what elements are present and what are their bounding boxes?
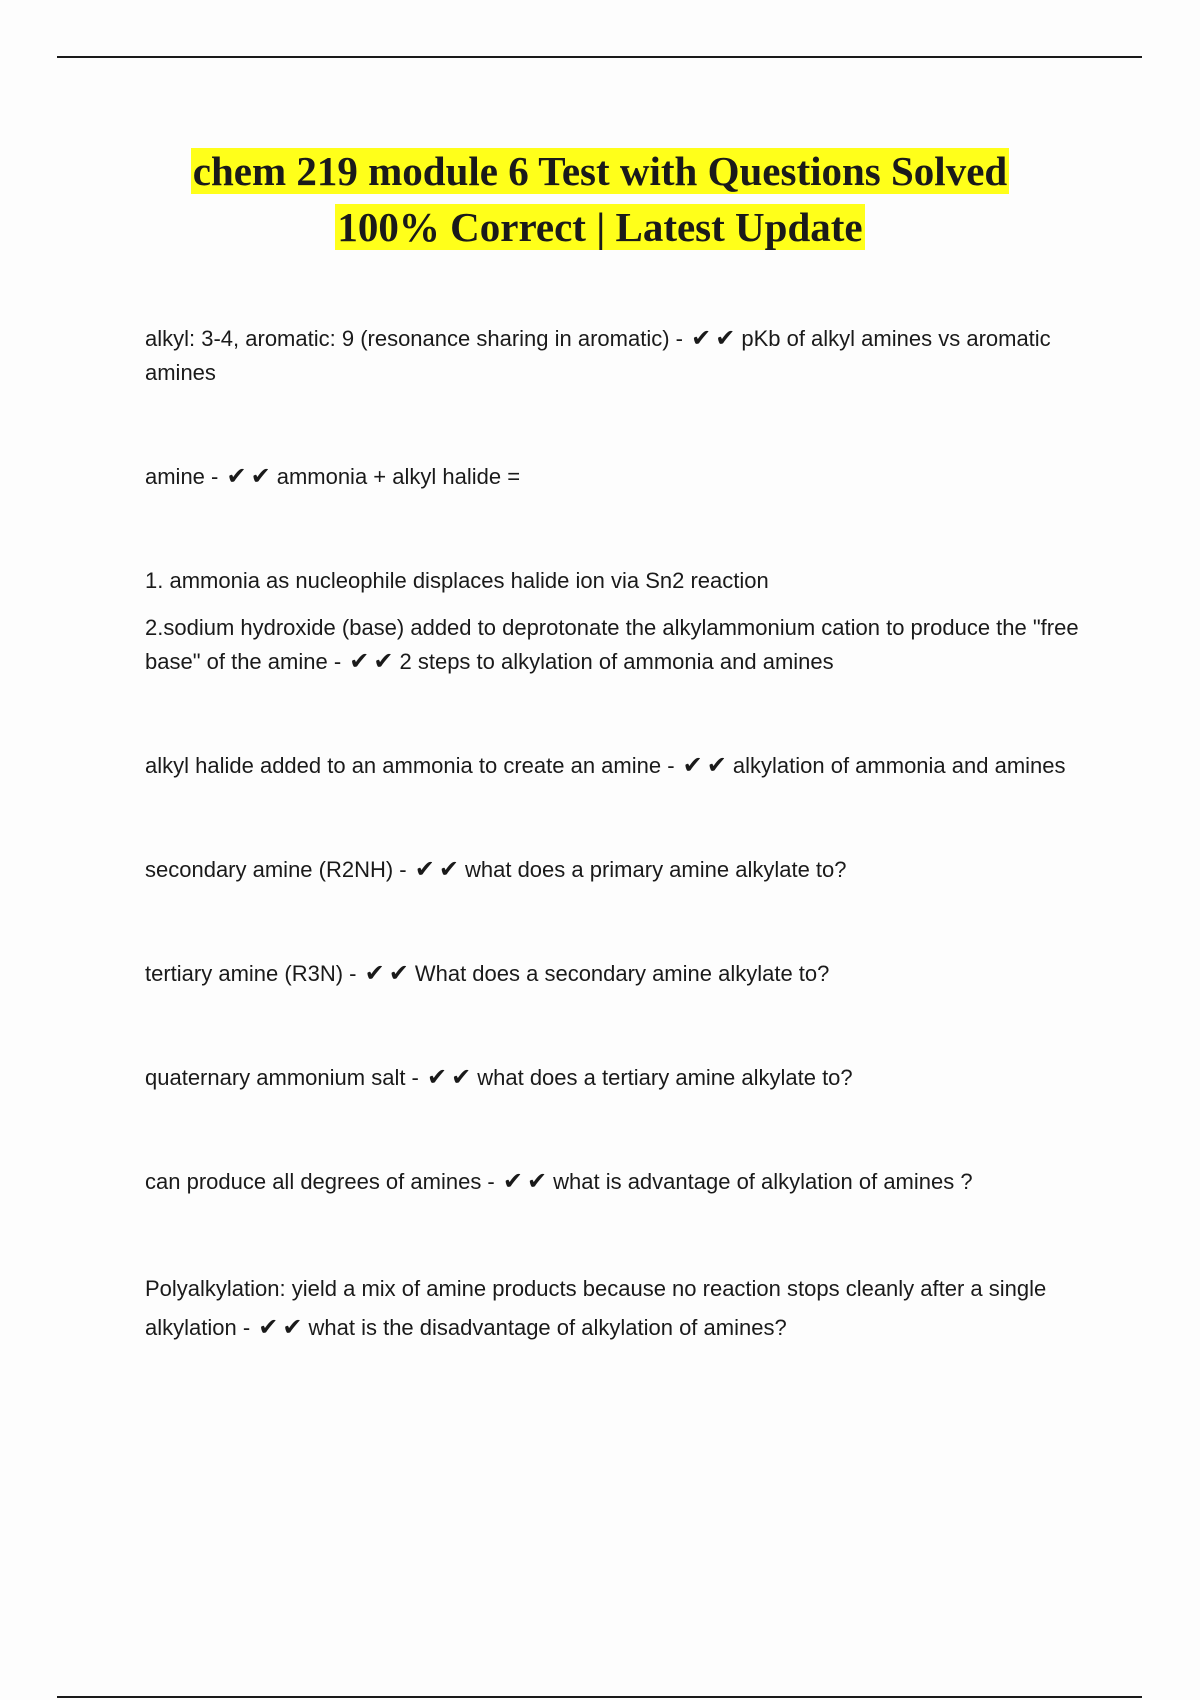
flashcard-7 (145, 1061, 1095, 1095)
card-question: what does a primary amine alkylate to? (464, 857, 847, 882)
double-check-icon: ✔✔ (349, 648, 398, 675)
flashcard-2 (145, 460, 1095, 494)
double-check-icon: ✔✔ (502, 1168, 552, 1195)
card-question: pKb of alkyl amines vs aromatic amines (145, 326, 1051, 385)
card-answer-line-1: 1. ammonia as nucleophile displaces halide ion via Sn2 reaction (145, 568, 769, 593)
flashcard-9 (145, 1269, 1095, 1347)
flashcard-6 (145, 957, 1095, 991)
card-question: 2 steps to alkylation of ammonia and amines (399, 649, 834, 674)
card-question: What does a secondary amine alkylate to? (414, 961, 830, 986)
double-check-icon: ✔✔ (427, 1064, 476, 1091)
document-title (0, 143, 1200, 255)
double-check-icon: ✔✔ (414, 856, 463, 883)
double-check-icon: ✔✔ (691, 325, 740, 352)
double-check-icon: ✔✔ (364, 960, 413, 987)
flashcard-3 (145, 564, 1095, 679)
card-answer: amine - (145, 464, 219, 489)
card-answer: Polyalkylation: yield a mix of amine products because no reaction stops cleanly after a single alkylation - (145, 1276, 1047, 1340)
card-question: what does a tertiary amine alkylate to? (477, 1065, 853, 1090)
card-answer: alkyl halide added to an ammonia to create an amine - (145, 753, 675, 778)
top-rule (57, 56, 1142, 58)
double-check-icon: ✔✔ (226, 463, 275, 490)
double-check-icon: ✔✔ (682, 752, 731, 779)
flashcard-5 (145, 853, 1095, 887)
card-answer: quaternary ammonium salt - (145, 1065, 419, 1090)
card-question: what is advantage of alkylation of amines ? (553, 1169, 973, 1194)
card-answer: can produce all degrees of amines - (145, 1169, 495, 1194)
bottom-rule (57, 1696, 1142, 1698)
double-check-icon: ✔✔ (258, 1314, 307, 1341)
flashcard-4 (145, 749, 1095, 783)
card-answer: tertiary amine (R3N) - (145, 961, 357, 986)
card-answer: secondary amine (R2NH) - (145, 857, 407, 882)
card-question: what is the disadvantage of alkylation of amines? (308, 1315, 787, 1340)
card-answer-line-2 (145, 611, 1095, 679)
flashcard-1 (145, 322, 1095, 390)
card-answer: 2.sodium hydroxide (base) added to deprotonate the alkylammonium cation to produce the "free base" of the amine - (145, 615, 1079, 674)
card-question: alkylation of ammonia and amines (732, 753, 1066, 778)
card-answer: alkyl: 3-4, aromatic: 9 (resonance sharing in aromatic) - (145, 326, 683, 351)
title-line-2: 100% Correct | Latest Update (337, 204, 863, 250)
flashcard-list (145, 322, 1095, 1347)
flashcard-8 (145, 1165, 1095, 1199)
title-line-1: chem 219 module 6 Test with Questions Solved (192, 148, 1008, 194)
card-question: ammonia + alkyl halide = (276, 464, 521, 489)
